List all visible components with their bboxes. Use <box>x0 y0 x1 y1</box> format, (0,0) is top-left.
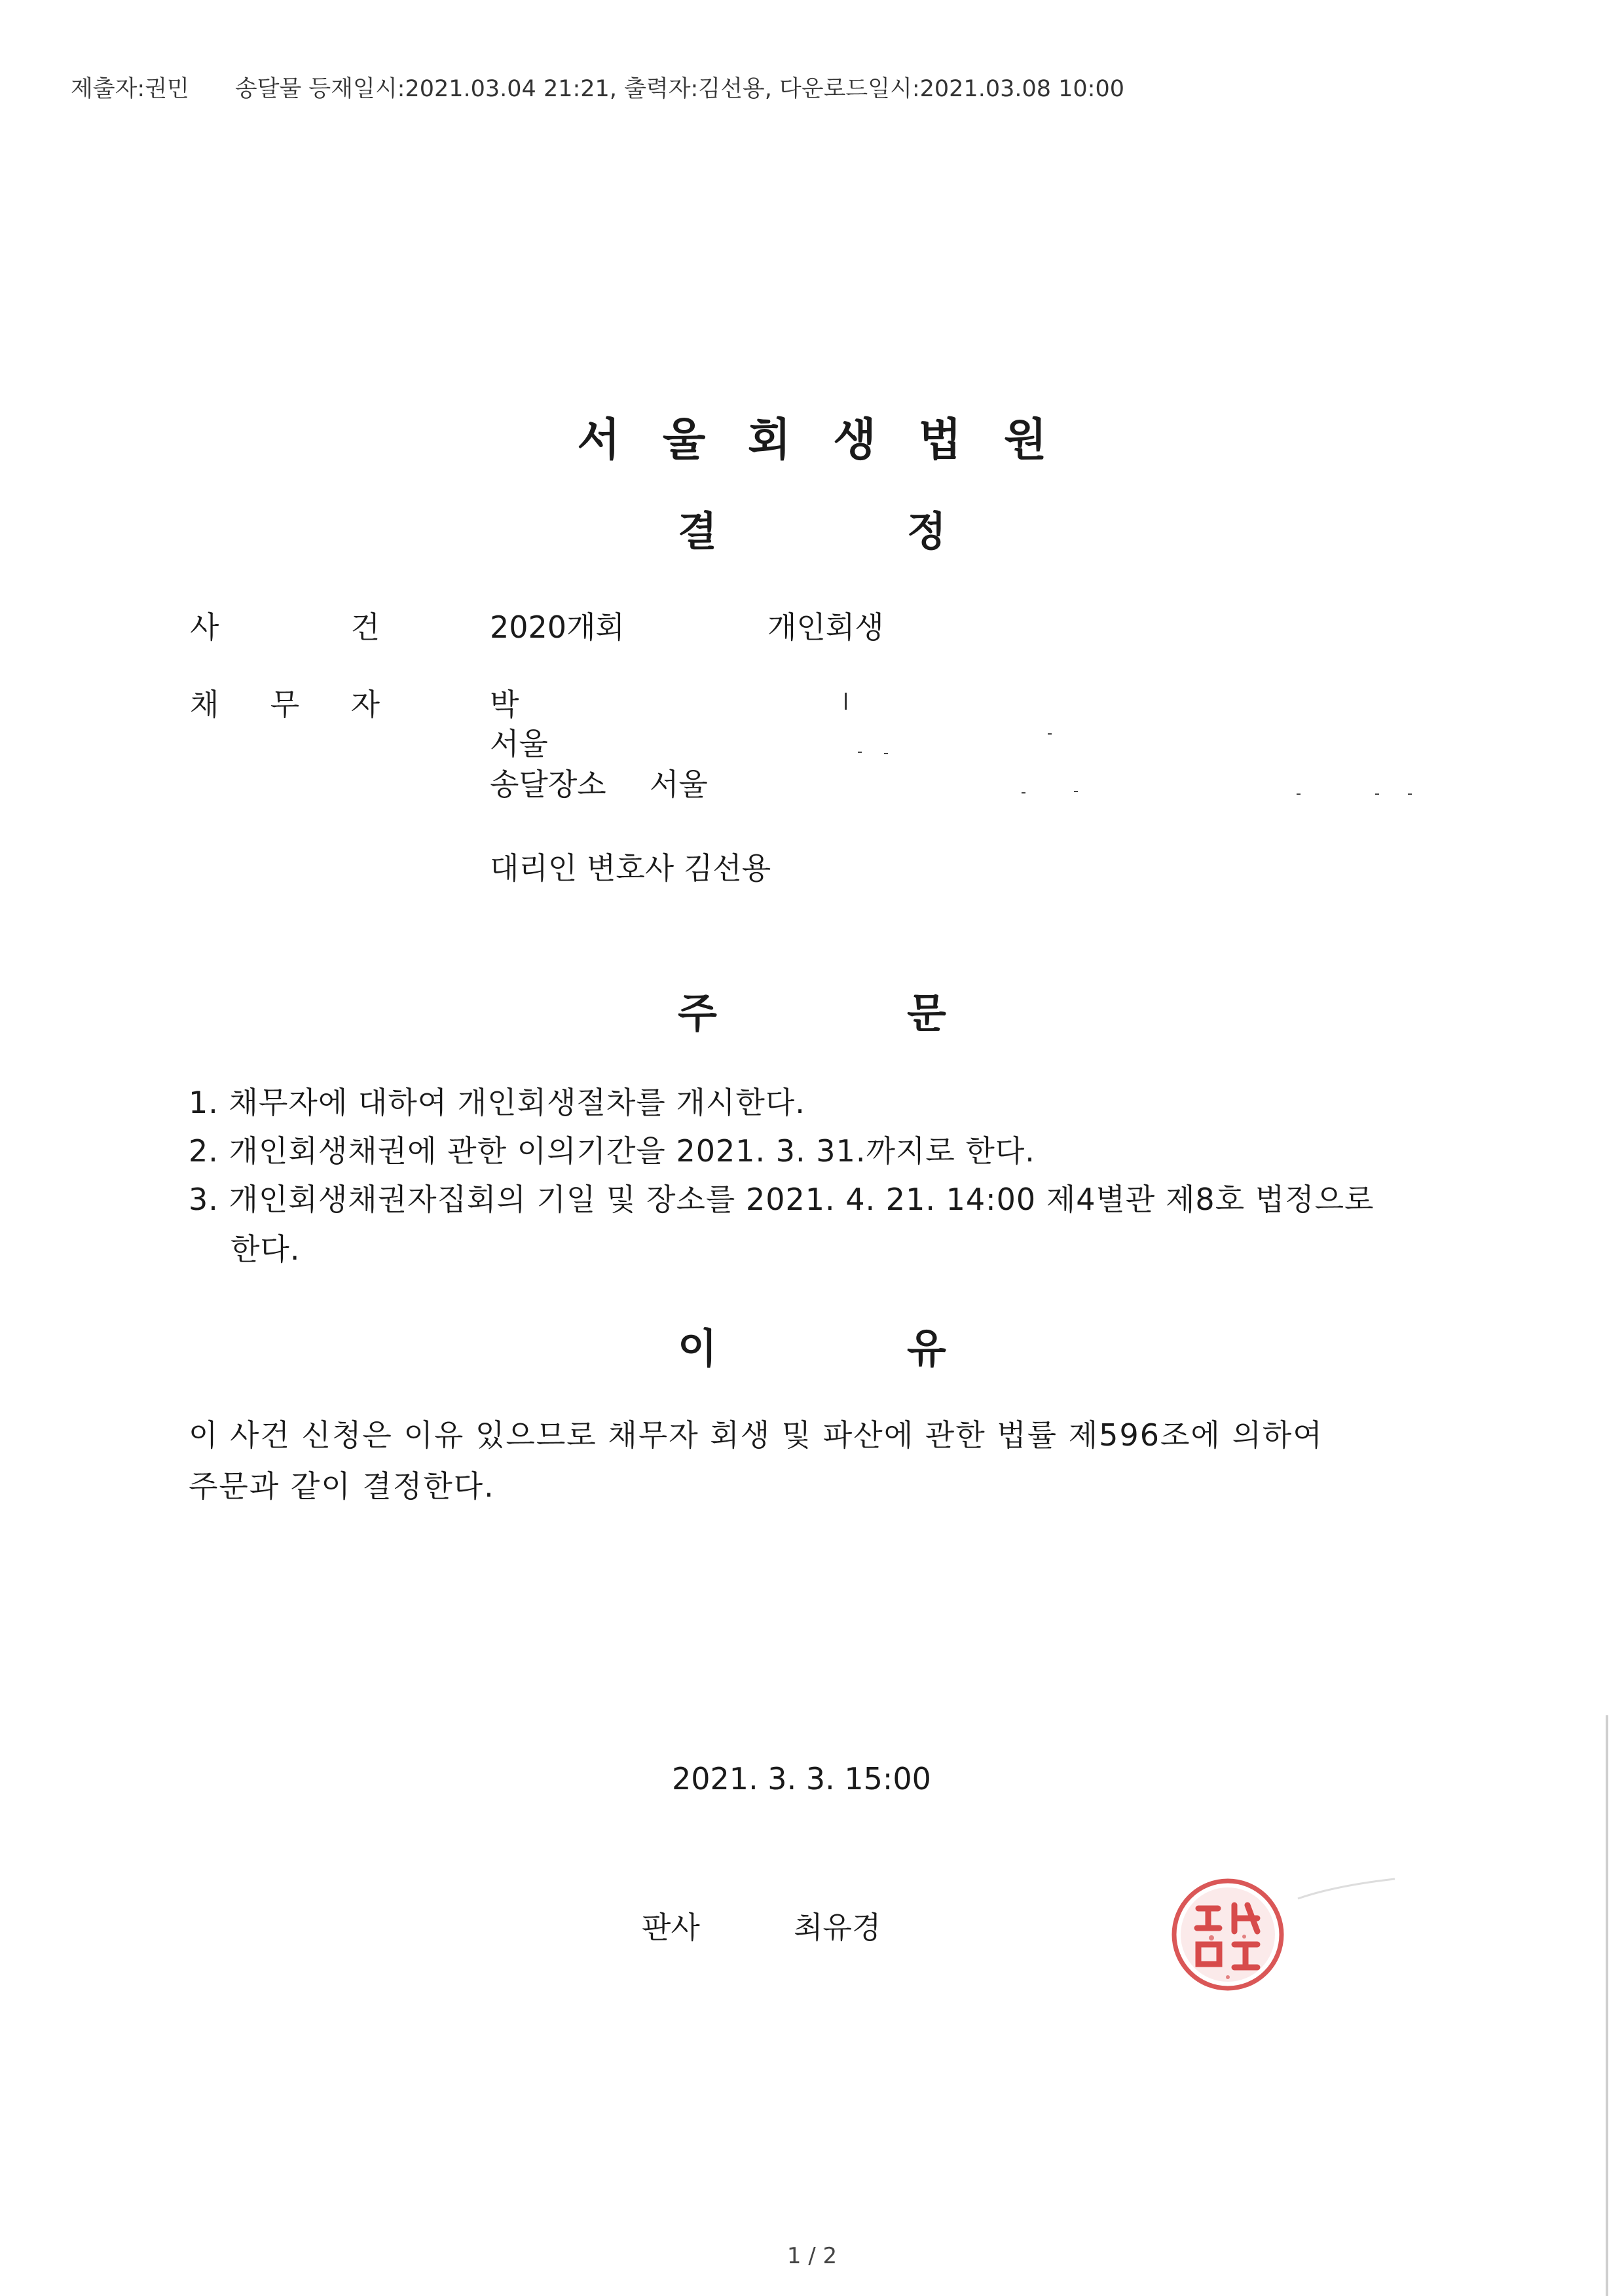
document-type-char-2: 정 <box>907 507 946 555</box>
order-item-continuation: 한다. <box>231 1231 301 1267</box>
submitter-text: 제출자:권민 <box>71 76 189 102</box>
redaction-remnant <box>858 752 862 753</box>
debtor-address: 서울 <box>490 726 548 761</box>
order-item: 2. 개인회생채권에 관한 이의기간을 2021. 3. 31.까지로 한다. <box>189 1133 1035 1169</box>
order-heading-char-2: 문 <box>907 989 946 1037</box>
order-item: 3. 개인회생채권자집회의 기일 및 장소를 2021. 4. 21. 14:00 제4별관 제8호 법정으로 <box>189 1182 1375 1217</box>
redaction-remnant <box>884 753 888 754</box>
debtor-label-char-2: 무 <box>270 687 300 722</box>
redaction-remnant <box>1022 792 1025 793</box>
redaction-remnant <box>1375 793 1379 795</box>
judge-name: 최유경 <box>794 1910 881 1945</box>
redaction-mark <box>845 693 847 710</box>
delivery-place-city: 서울 <box>650 767 708 802</box>
redaction-remnant <box>1074 791 1078 792</box>
case-type: 개인회생 <box>767 610 884 645</box>
document-type-heading <box>0 499 1624 557</box>
page-number: 1 / 2 <box>786 2243 838 2269</box>
reason-heading-char-1: 이 <box>678 1324 717 1372</box>
transmission-header <box>71 71 1124 103</box>
case-label-char-1: 사 <box>190 610 219 645</box>
order-item: 1. 채무자에 대하여 개인회생절차를 개시한다. <box>189 1085 805 1120</box>
delivery-info-text: 송달물 등재일시:2021.03.04 21:21, 출력자:김선용, 다운로드일시:2021.03.08 10:00 <box>234 76 1125 102</box>
reason-heading-char-2: 유 <box>907 1324 946 1372</box>
signature-stroke <box>1297 1872 1401 1914</box>
reason-text-line-2: 주문과 같이 결정한다. <box>189 1468 495 1504</box>
debtor-label <box>190 681 380 724</box>
case-label-char-2: 건 <box>350 610 380 645</box>
delivery-place-label: 송달장소 <box>490 767 606 802</box>
document-type-char-1: 결 <box>678 507 717 555</box>
debtor-label-char-1: 채 <box>190 687 219 722</box>
reason-text-line-1: 이 사건 신청은 이유 있으므로 채무자 회생 및 파산에 관한 법률 제596조에 의하여 <box>189 1417 1323 1453</box>
scan-edge <box>1606 1715 1608 2296</box>
redaction-remnant <box>1408 793 1412 795</box>
court-name: 서울회생법원 <box>577 414 1090 466</box>
decision-date: 2021. 3. 3. 15:00 <box>672 1761 931 1796</box>
case-number: 2020개회 <box>490 610 625 645</box>
reason-heading <box>0 1316 1624 1374</box>
order-heading-char-1: 주 <box>678 989 717 1037</box>
order-heading <box>0 981 1624 1039</box>
redaction-remnant <box>1048 733 1052 735</box>
redaction-remnant <box>1297 793 1301 795</box>
judge-title: 판사 <box>642 1910 700 1945</box>
debtor-name: 박 <box>490 687 519 722</box>
debtor-agent: 대리인 변호사 김선용 <box>490 850 771 886</box>
case-label <box>190 604 380 647</box>
judge-seal <box>1166 1872 1290 1997</box>
debtor-label-char-3: 자 <box>350 687 380 722</box>
